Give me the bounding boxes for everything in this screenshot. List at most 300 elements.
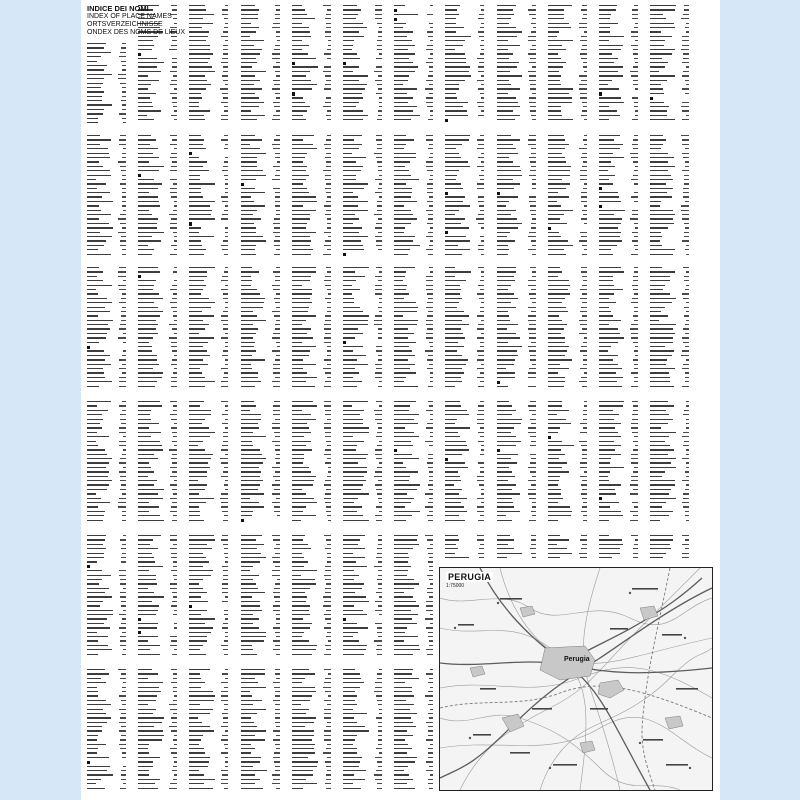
index-entry <box>189 787 229 790</box>
index-entry <box>292 760 332 763</box>
index-entry <box>292 505 332 508</box>
index-entry <box>497 87 537 90</box>
index-entry <box>189 147 229 150</box>
index-entry <box>548 152 588 155</box>
index-entry <box>394 703 434 706</box>
index-entry <box>292 143 332 146</box>
index-entry <box>445 514 485 517</box>
index-entry <box>343 371 383 374</box>
index-entry <box>87 483 127 486</box>
index-entry <box>394 677 434 680</box>
index-entry <box>138 560 178 563</box>
index-entry <box>445 222 485 225</box>
index-entry <box>599 30 639 33</box>
index-entry <box>189 681 229 684</box>
index-entry <box>548 367 588 370</box>
index-entry <box>497 182 537 185</box>
index-entry <box>87 470 127 473</box>
index-entry <box>241 560 281 563</box>
index-entry <box>87 90 127 93</box>
index-entry <box>343 747 383 750</box>
index-entry <box>650 371 690 374</box>
index-entry <box>292 358 332 361</box>
index-entry <box>650 74 690 77</box>
index-entry <box>650 319 690 322</box>
index-entry <box>241 574 281 577</box>
index-entry <box>292 765 332 768</box>
index-entry <box>87 413 127 416</box>
index-entry <box>343 226 383 229</box>
index-entry <box>189 444 229 447</box>
index-entry <box>497 92 537 95</box>
index-entry <box>343 725 383 728</box>
index-entry <box>138 538 178 541</box>
index-entry <box>87 266 127 269</box>
index-entry <box>87 782 127 785</box>
index-entry <box>292 479 332 482</box>
index-entry <box>138 653 178 656</box>
index-entry <box>292 743 332 746</box>
index-entry <box>497 174 537 177</box>
index-entry <box>87 448 127 451</box>
index-entry <box>87 668 127 671</box>
index-entry <box>87 117 127 120</box>
index-entry <box>650 222 690 225</box>
index-entry <box>292 470 332 473</box>
index-entry <box>343 769 383 772</box>
index-entry <box>650 231 690 234</box>
index-entry <box>87 358 127 361</box>
index-entry <box>241 118 281 121</box>
index-entry <box>292 253 332 256</box>
index-entry <box>497 413 537 416</box>
index-entry <box>497 301 537 304</box>
index-entry <box>497 114 537 117</box>
index-entry <box>445 327 485 330</box>
index-entry <box>650 510 690 513</box>
index-entry <box>650 217 690 220</box>
index-column <box>445 400 485 526</box>
index-entry <box>138 244 178 247</box>
index-entry <box>445 336 485 339</box>
index-entry <box>343 444 383 447</box>
index-entry <box>87 73 127 76</box>
index-entry <box>292 138 332 141</box>
index-entry <box>189 385 229 388</box>
index-entry <box>241 363 281 366</box>
index-entry <box>548 235 588 238</box>
index-entry <box>189 345 229 348</box>
heading-english: INDEX OF PLACE NAMES <box>87 13 172 20</box>
index-entry <box>87 514 127 517</box>
index-entry <box>599 358 639 361</box>
index-entry <box>650 552 690 555</box>
index-entry <box>241 422 281 425</box>
index-entry <box>292 613 332 616</box>
index-entry <box>599 266 639 269</box>
index-entry <box>87 297 127 300</box>
index-entry <box>599 35 639 38</box>
index-entry <box>497 435 537 438</box>
index-entry <box>650 519 690 522</box>
index-entry <box>138 600 178 603</box>
index-entry <box>445 363 485 366</box>
index-entry <box>394 668 434 671</box>
index-entry <box>343 363 383 366</box>
index-entry <box>650 200 690 203</box>
index-entry <box>292 778 332 781</box>
index-entry <box>138 760 178 763</box>
index-entry <box>292 543 332 546</box>
index-entry <box>138 204 178 207</box>
index-entry <box>138 743 178 746</box>
index-entry <box>138 595 178 598</box>
index-entry <box>138 284 178 287</box>
index-entry <box>599 319 639 322</box>
index-entry <box>292 426 332 429</box>
index-entry <box>189 426 229 429</box>
index-entry <box>138 376 178 379</box>
index-entry <box>189 716 229 719</box>
index-entry <box>394 622 434 625</box>
index-entry <box>189 635 229 638</box>
index-entry <box>87 182 127 185</box>
index-entry <box>343 96 383 99</box>
index-entry <box>241 600 281 603</box>
index-entry <box>394 114 434 117</box>
index-entry <box>650 457 690 460</box>
index-entry <box>394 587 434 590</box>
index-entry <box>650 363 690 366</box>
index-entry <box>343 435 383 438</box>
map-title: PERUGIA <box>448 572 492 582</box>
index-entry <box>138 426 178 429</box>
index-entry <box>394 426 434 429</box>
index-column <box>548 4 588 126</box>
index-entry <box>138 510 178 513</box>
index-entry <box>599 306 639 309</box>
index-entry <box>599 61 639 64</box>
index-entry <box>138 200 178 203</box>
index-entry <box>497 440 537 443</box>
index-entry <box>138 639 178 642</box>
index-entry <box>343 195 383 198</box>
index-column <box>650 266 690 392</box>
index-entry <box>445 479 485 482</box>
index-entry <box>497 376 537 379</box>
index-entry <box>138 492 178 495</box>
index-entry <box>292 292 332 295</box>
index-entry <box>497 479 537 482</box>
index-entry <box>548 266 588 269</box>
index-entry <box>343 600 383 603</box>
index-entry <box>241 239 281 242</box>
index-entry <box>548 105 588 108</box>
index-entry <box>343 160 383 163</box>
index-entry <box>394 457 434 460</box>
index-entry <box>189 371 229 374</box>
index-entry <box>343 231 383 234</box>
index-entry <box>650 497 690 500</box>
index-column <box>599 534 639 562</box>
index-entry <box>292 668 332 671</box>
index-entry <box>189 74 229 77</box>
index-entry <box>292 226 332 229</box>
index-entry <box>599 275 639 278</box>
index-entry <box>138 534 178 537</box>
index-entry <box>241 769 281 772</box>
index-entry <box>497 83 537 86</box>
index-entry <box>292 376 332 379</box>
index-entry <box>189 760 229 763</box>
index-entry <box>138 57 178 60</box>
index-entry <box>548 209 588 212</box>
index-entry <box>189 279 229 282</box>
index-entry <box>650 57 690 60</box>
index-entry <box>241 725 281 728</box>
index-entry <box>548 52 588 55</box>
index-entry <box>189 653 229 656</box>
index-entry <box>394 134 434 137</box>
index-entry <box>87 86 127 89</box>
index-entry <box>189 538 229 541</box>
index-entry <box>189 114 229 117</box>
index-entry <box>292 105 332 108</box>
index-column <box>497 134 537 258</box>
index-column <box>599 400 639 526</box>
index-entry <box>650 165 690 168</box>
index-entry <box>650 213 690 216</box>
index-entry <box>497 22 537 25</box>
index-entry <box>87 82 127 85</box>
index-entry <box>548 297 588 300</box>
index-entry <box>189 52 229 55</box>
index-entry <box>87 453 127 456</box>
index-entry <box>548 514 588 517</box>
index-entry <box>548 39 588 42</box>
index-entry <box>138 44 178 47</box>
index-entry <box>87 635 127 638</box>
index-entry <box>394 345 434 348</box>
index-entry <box>497 74 537 77</box>
index-entry <box>394 332 434 335</box>
index-entry <box>241 497 281 500</box>
index-entry <box>87 648 127 651</box>
index-entry <box>599 169 639 172</box>
index-entry <box>548 92 588 95</box>
index-column <box>138 134 178 258</box>
index-entry <box>394 639 434 642</box>
index-entry <box>599 466 639 469</box>
index-entry <box>87 380 127 383</box>
index-entry <box>241 200 281 203</box>
index-entry <box>87 95 127 98</box>
index-entry <box>394 376 434 379</box>
index-entry <box>548 87 588 90</box>
index-entry <box>548 453 588 456</box>
index-entry <box>138 681 178 684</box>
index-entry <box>87 617 127 620</box>
index-entry <box>87 77 127 80</box>
index-entry <box>650 292 690 295</box>
index-entry <box>394 380 434 383</box>
index-entry <box>189 143 229 146</box>
index-entry <box>548 418 588 421</box>
index-entry <box>343 461 383 464</box>
index-column <box>343 4 383 126</box>
index-entry <box>343 235 383 238</box>
index-entry <box>394 479 434 482</box>
index-entry <box>343 729 383 732</box>
index-entry <box>445 160 485 163</box>
index-column <box>87 134 127 258</box>
index-entry <box>87 690 127 693</box>
index-entry <box>292 435 332 438</box>
index-entry <box>548 109 588 112</box>
index-entry <box>445 30 485 33</box>
index-entry <box>189 178 229 181</box>
index-entry <box>292 587 332 590</box>
index-entry <box>650 301 690 304</box>
index-entry <box>87 160 127 163</box>
index-entry <box>650 367 690 370</box>
index-entry <box>343 510 383 513</box>
index-entry <box>241 319 281 322</box>
index-entry <box>599 191 639 194</box>
index-entry <box>497 556 537 559</box>
index-entry <box>138 235 178 238</box>
index-entry <box>241 288 281 291</box>
index-entry <box>87 609 127 612</box>
index-entry <box>394 174 434 177</box>
index-entry <box>394 409 434 412</box>
index-entry <box>599 248 639 251</box>
index-entry <box>599 310 639 313</box>
index-entry <box>292 306 332 309</box>
index-entry <box>138 444 178 447</box>
index-entry <box>292 22 332 25</box>
index-entry <box>241 461 281 464</box>
index-entry <box>650 92 690 95</box>
index-entry <box>548 349 588 352</box>
index-entry <box>497 444 537 447</box>
index-entry <box>599 363 639 366</box>
index-entry <box>292 248 332 251</box>
index-entry <box>497 152 537 155</box>
index-entry <box>292 721 332 724</box>
index-entry <box>241 751 281 754</box>
index-entry <box>241 578 281 581</box>
index-entry <box>599 538 639 541</box>
index-entry <box>650 501 690 504</box>
index-entry <box>650 409 690 412</box>
index-entry <box>292 686 332 689</box>
index-entry <box>292 444 332 447</box>
index-entry <box>138 787 178 790</box>
index-entry <box>497 44 537 47</box>
index-entry <box>292 341 332 344</box>
index-entry <box>445 354 485 357</box>
index-entry <box>138 306 178 309</box>
index-entry <box>292 57 332 60</box>
index-entry <box>343 8 383 11</box>
index-entry <box>241 92 281 95</box>
index-entry <box>445 209 485 212</box>
index-entry <box>292 367 332 370</box>
index-entry <box>445 61 485 64</box>
index-entry <box>292 653 332 656</box>
index-entry <box>189 497 229 500</box>
index-entry <box>87 488 127 491</box>
index-entry <box>599 174 639 177</box>
index-entry <box>343 270 383 273</box>
index-entry <box>241 284 281 287</box>
index-entry <box>241 569 281 572</box>
index-entry <box>548 457 588 460</box>
index-entry <box>343 39 383 42</box>
index-entry <box>497 354 537 357</box>
index-entry <box>241 738 281 741</box>
index-entry <box>497 70 537 73</box>
index-entry <box>599 376 639 379</box>
index-entry <box>394 413 434 416</box>
index-entry <box>394 275 434 278</box>
index-entry <box>497 336 537 339</box>
index-entry <box>343 345 383 348</box>
map-city-label: Perugia <box>564 656 590 663</box>
index-entry <box>189 631 229 634</box>
index-entry <box>292 174 332 177</box>
index-column <box>599 134 639 258</box>
index-entry <box>548 306 588 309</box>
index-entry <box>87 466 127 469</box>
index-entry <box>189 323 229 326</box>
index-column <box>138 400 178 526</box>
index-entry <box>343 354 383 357</box>
index-entry <box>292 284 332 287</box>
index-column <box>138 266 178 392</box>
index-entry <box>548 448 588 451</box>
index-entry <box>189 435 229 438</box>
index-entry <box>292 492 332 495</box>
index-entry <box>138 363 178 366</box>
index-column <box>87 42 127 126</box>
index-entry <box>189 187 229 190</box>
index-entry <box>343 169 383 172</box>
index-entry <box>241 165 281 168</box>
index-entry <box>189 769 229 772</box>
index-entry <box>292 483 332 486</box>
index-entry <box>650 306 690 309</box>
index-entry <box>343 17 383 20</box>
index-entry <box>445 349 485 352</box>
index-entry <box>189 376 229 379</box>
index-entry <box>394 306 434 309</box>
index-entry <box>548 138 588 141</box>
index-entry <box>343 134 383 137</box>
index-entry <box>241 44 281 47</box>
index-entry <box>343 327 383 330</box>
index-entry <box>497 109 537 112</box>
index-entry <box>87 457 127 460</box>
index-entry <box>292 622 332 625</box>
index-entry <box>599 505 639 508</box>
index-column <box>599 4 639 126</box>
index-entry <box>445 35 485 38</box>
index-entry <box>138 626 178 629</box>
index-entry <box>241 83 281 86</box>
index-entry <box>650 404 690 407</box>
